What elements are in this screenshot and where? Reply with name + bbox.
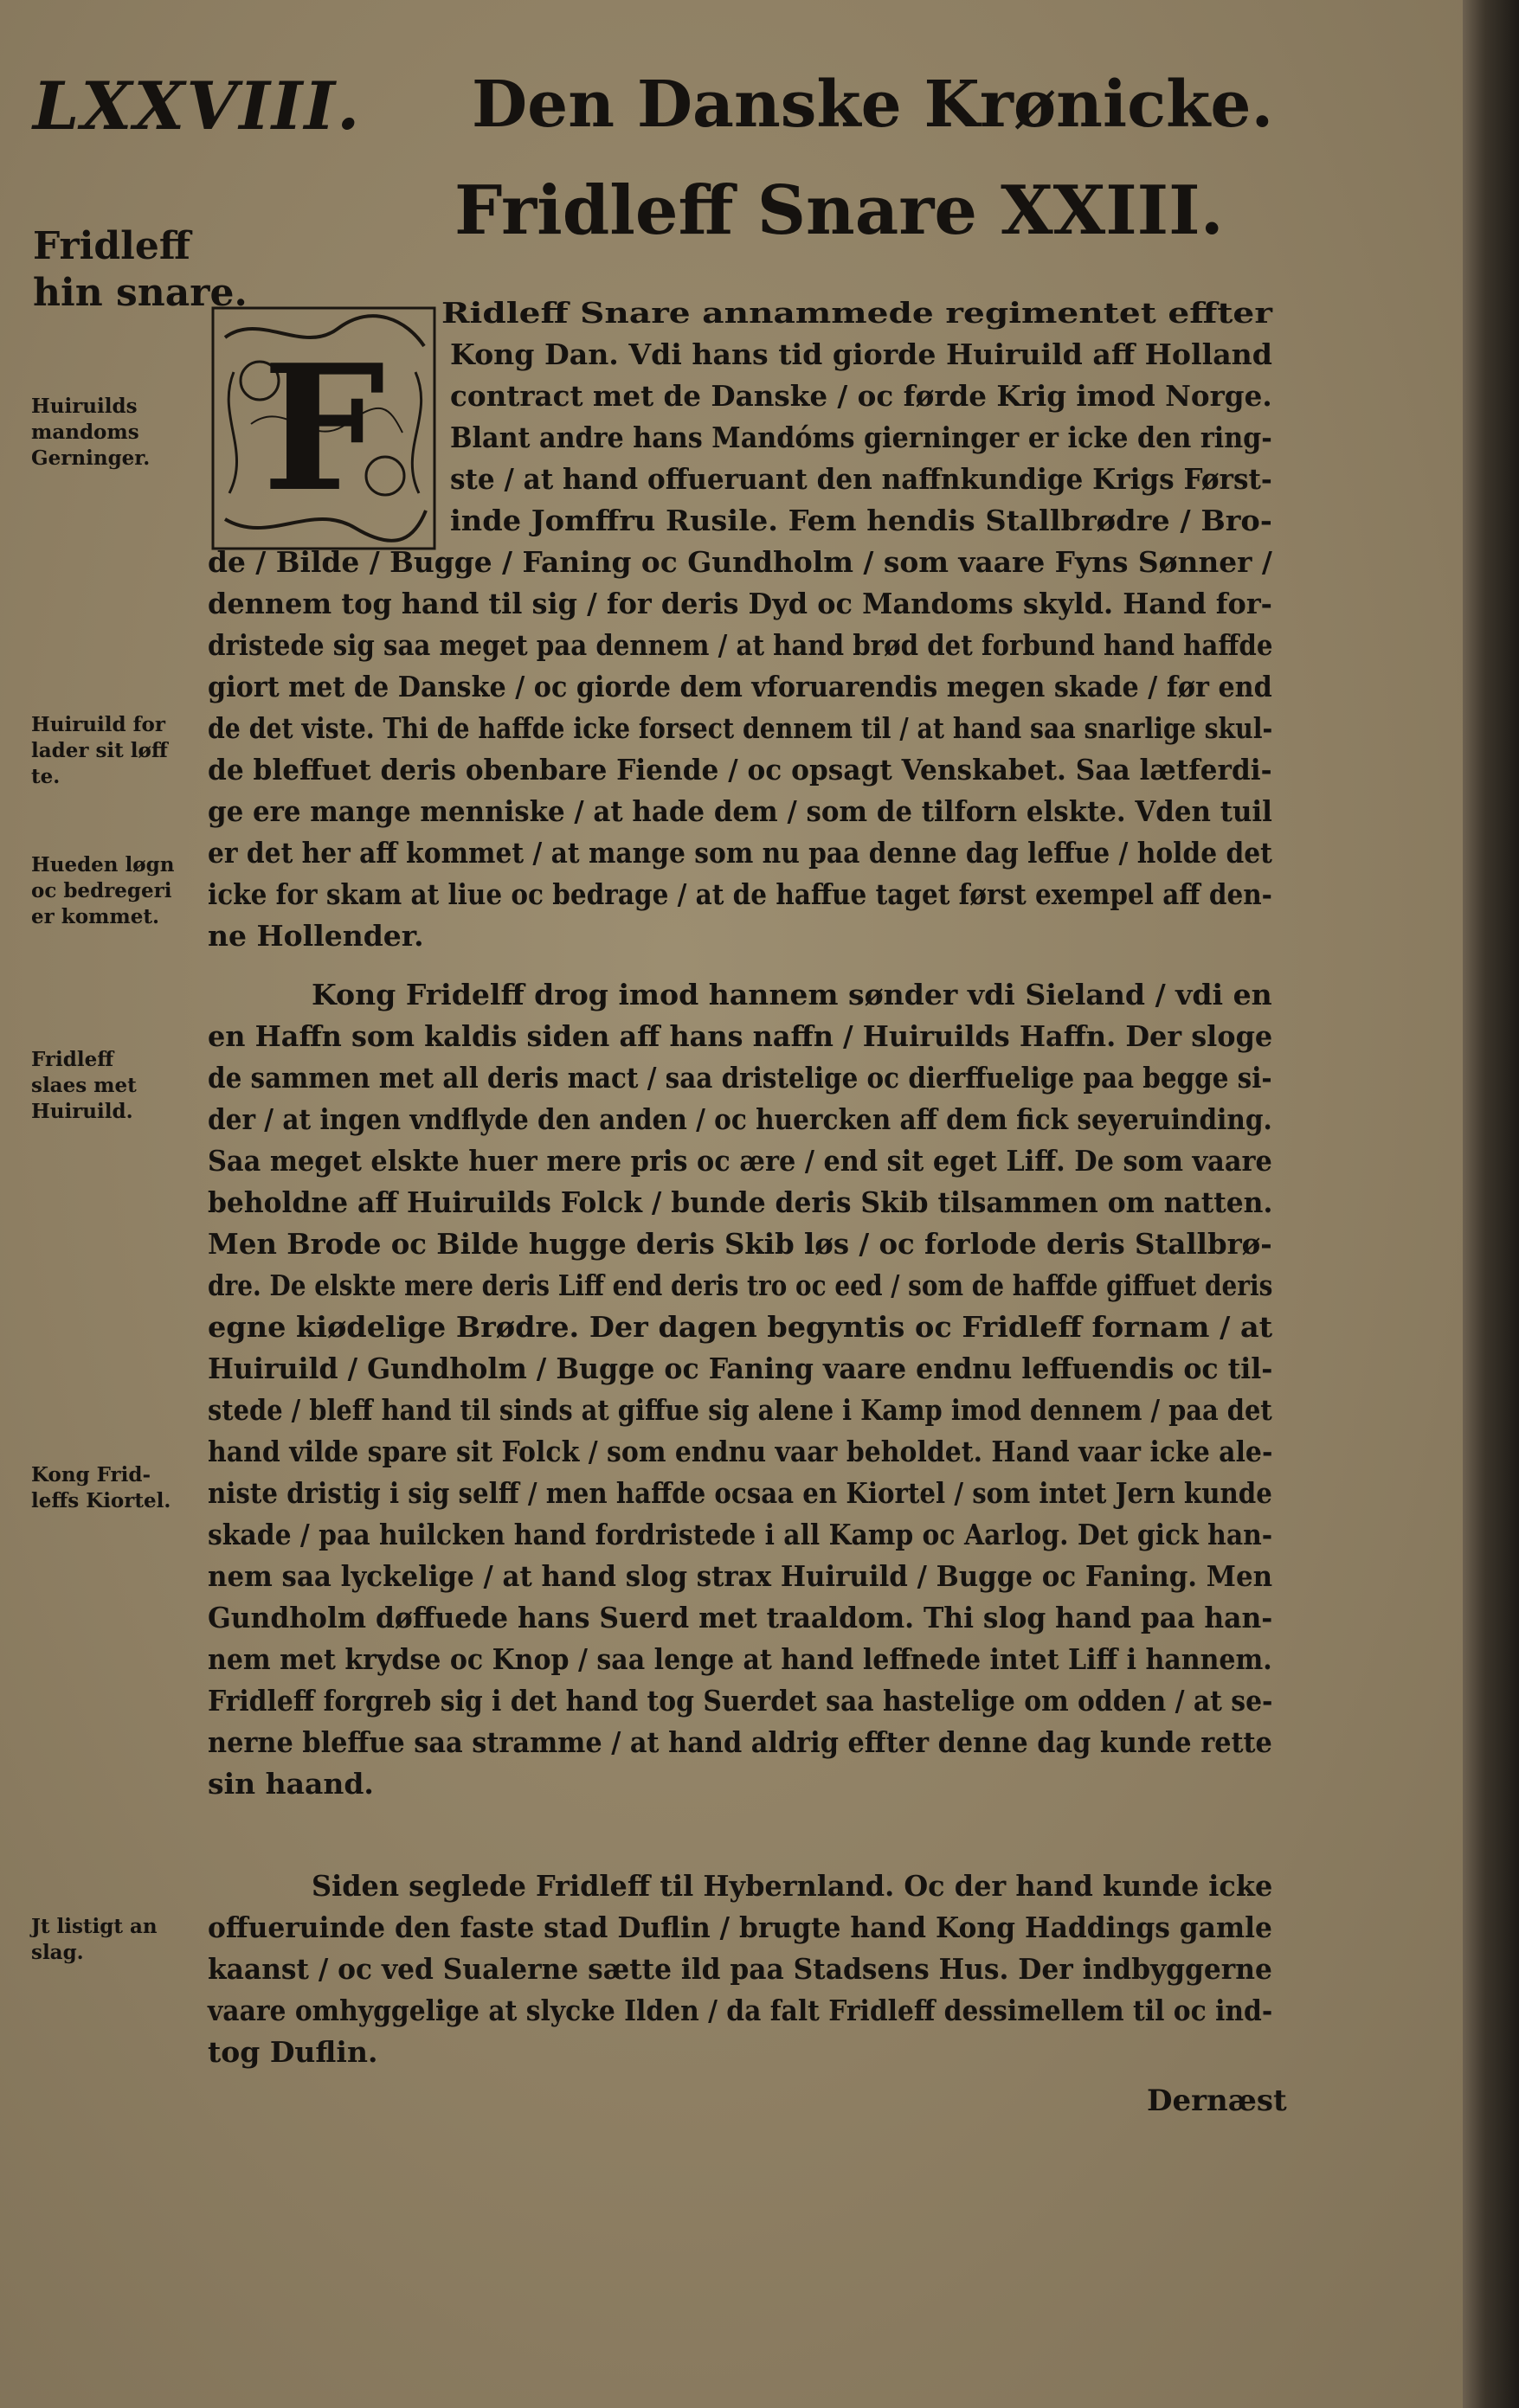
body-text-line: Men Brode oc Bilde hugge deris Skib løs / oc forlode deris Stallbrø- xyxy=(208,1227,1272,1261)
margin-name-line: hin snare. xyxy=(33,271,248,315)
margin-note xyxy=(31,394,209,472)
body-text-line: vaare omhyggelige at slycke Ilden / da falt Fridleff dessimellem til oc ind- xyxy=(208,1994,1273,2027)
body-text-line: dristede sig saa meget paa dennem / at hand brød det forbund hand haffde xyxy=(208,628,1273,662)
body-text-line: de bleffuet deris obenbare Fiende / oc opsagt Venskabet. Saa lætferdi- xyxy=(208,753,1272,787)
margin-note-line: Gerninger. xyxy=(31,446,151,470)
margin-note-line: Hueden løgn xyxy=(31,853,175,877)
body-text-line: en Haffn som kaldis siden aff hans naffn / Huiruilds Haffn. Der sloge xyxy=(208,1019,1273,1053)
margin-note-line: slaes met xyxy=(31,1074,137,1097)
body-text-line: giort met de Danske / oc giorde dem vforuarendis megen skade / før end xyxy=(208,670,1272,703)
body-text-line: icke for skam at liue oc bedrage / at de haffue taget først exempel aff den- xyxy=(208,877,1272,911)
body-text-line: contract met de Danske / oc førde Krig imod Norge. xyxy=(450,379,1272,413)
body-text-line: inde Jomffru Rusile. Fem hendis Stallbrødre / Bro- xyxy=(450,504,1272,537)
body-text-line: nerne bleffue saa stramme / at hand aldrig effter denne dag kunde rette xyxy=(208,1725,1272,1759)
margin-note-line: oc bedregeri xyxy=(31,879,172,902)
body-text-line: Ridleff Snare annammede regimentet effter xyxy=(441,296,1272,330)
body-text-line: der / at ingen vndflyde den anden / oc huercken aff dem fick seyeruinding. xyxy=(208,1102,1272,1136)
body-text-line: stede / bleff hand til sinds at giffue sig alene i Kamp imod dennem / paa det xyxy=(208,1393,1272,1427)
margin-note-line: Jt listigt an xyxy=(31,1915,158,1938)
margin-note-line: slag. xyxy=(31,1941,84,1964)
margin-note-line: lader sit løff xyxy=(31,739,168,762)
margin-note-line: leffs Kiortel. xyxy=(31,1489,171,1512)
margin-note xyxy=(31,712,209,790)
body-text-line: Fridleff forgreb sig i det hand tog Suerdet saa hastelige om odden / at se- xyxy=(208,1684,1273,1718)
body-text-line: Kong Dan. Vdi hans tid giorde Huiruild aff Holland xyxy=(450,337,1272,371)
body-text-line: Blant andre hans Mandóms gierninger er icke den ring- xyxy=(450,421,1272,454)
margin-note-line: Huiruild for xyxy=(31,713,165,736)
margin-note-line: Kong Frid- xyxy=(31,1463,151,1487)
margin-note-line: Huiruild. xyxy=(31,1100,133,1123)
body-text-line: tog Duflin. xyxy=(208,2035,378,2069)
body-text-line: de sammen met all deris mact / saa dristelige oc dierffuelige paa begge si- xyxy=(208,1061,1272,1095)
running-title: Den Danske Krønicke. xyxy=(472,67,1274,142)
body-text-line: Kong Fridelff drog imod hannem sønder vdi Sieland / vdi en xyxy=(312,978,1272,1011)
decorated-initial xyxy=(208,303,440,554)
body-text-line: Saa meget elskte huer mere pris oc ære / end sit eget Liff. De som vaare xyxy=(208,1144,1272,1178)
body-text-line: de / Bilde / Bugge / Faning oc Gundholm / som vaare Fyns Sønner / xyxy=(208,545,1272,579)
body-text-line: ge ere mange menniske / at hade dem / som de tilforn elskte. Vden tuil xyxy=(208,794,1272,828)
body-text-line: offueruinde den faste stad Duflin / brugte hand Kong Haddings gamle xyxy=(208,1910,1272,1944)
body-text-line: sin haand. xyxy=(208,1767,374,1801)
margin-note xyxy=(31,1914,209,1966)
body-text-line: nem saa lyckelige / at hand slog strax Huiruild / Bugge oc Faning. Men xyxy=(208,1559,1273,1593)
body-text-line: hand vilde spare sit Folck / som endnu vaar beholdet. Hand vaar icke ale- xyxy=(208,1435,1273,1468)
body-text-line: skade / paa huilcken hand fordristede i all Kamp oc Aarlog. Det gick han- xyxy=(208,1518,1273,1551)
body-text-line: ne Hollender. xyxy=(208,919,424,953)
body-text-line: beholdne aff Huiruilds Folck / bunde deris Skib tilsammen om natten. xyxy=(208,1185,1273,1219)
folio-number: LXXVIII. xyxy=(33,67,362,144)
margin-note-line: er kommet. xyxy=(31,905,159,928)
margin-name-line: Fridleff xyxy=(33,224,190,268)
chapter-title: Fridleff Snare XXIII. xyxy=(454,171,1224,250)
body-text-line: egne kiødelige Brødre. Der dagen begyntis oc Fridleff fornam / at xyxy=(208,1310,1273,1344)
body-text-line: Siden seglede Fridleff til Hybernland. Oc der hand kunde icke xyxy=(312,1869,1273,1903)
body-text-line: Huiruild / Gundholm / Bugge oc Faning vaare endnu leffuendis oc til- xyxy=(208,1352,1273,1385)
catchword: Dernæst xyxy=(1147,2084,1287,2118)
margin-note-line: Huiruilds xyxy=(31,395,138,418)
margin-note-line: mandoms xyxy=(31,421,139,444)
body-text-line: dennem tog hand til sig / for deris Dyd oc Mandoms skyld. Hand for- xyxy=(208,587,1272,620)
body-text-line: kaanst / oc ved Sualerne sætte ild paa Stadsens Hus. Der indbyggerne xyxy=(208,1952,1272,1986)
margin-note-line: Fridleff xyxy=(31,1048,114,1071)
body-text-line: niste dristig i sig selff / men haffde ocsaa en Kiortel / som intet Jern kunde xyxy=(208,1476,1272,1510)
margin-note-line: te. xyxy=(31,765,61,788)
book-gutter xyxy=(1463,0,1519,2408)
body-text-line: ste / at hand offueruant den naffnkundige Krigs Først- xyxy=(450,462,1272,496)
margin-note xyxy=(31,1462,209,1514)
initial-letter: F xyxy=(262,327,385,530)
body-text-line: Gundholm døffuede hans Suerd met traaldom. Thi slog hand paa han- xyxy=(208,1601,1273,1634)
body-text-line: nem met krydse oc Knop / saa lenge at hand leffnede intet Liff i hannem. xyxy=(208,1642,1272,1676)
body-text-line: er det her aff kommet / at mange som nu paa denne dag leffue / holde det xyxy=(208,836,1272,870)
margin-note xyxy=(31,1047,209,1125)
body-text-line: dre. De elskte mere deris Liff end deris tro oc eed / som de haffde giffuet deris xyxy=(208,1268,1273,1302)
body-text-line: de det viste. Thi de haffde icke forsect dennem til / at hand saa snarlige skul- xyxy=(208,711,1273,745)
margin-note xyxy=(31,852,209,930)
